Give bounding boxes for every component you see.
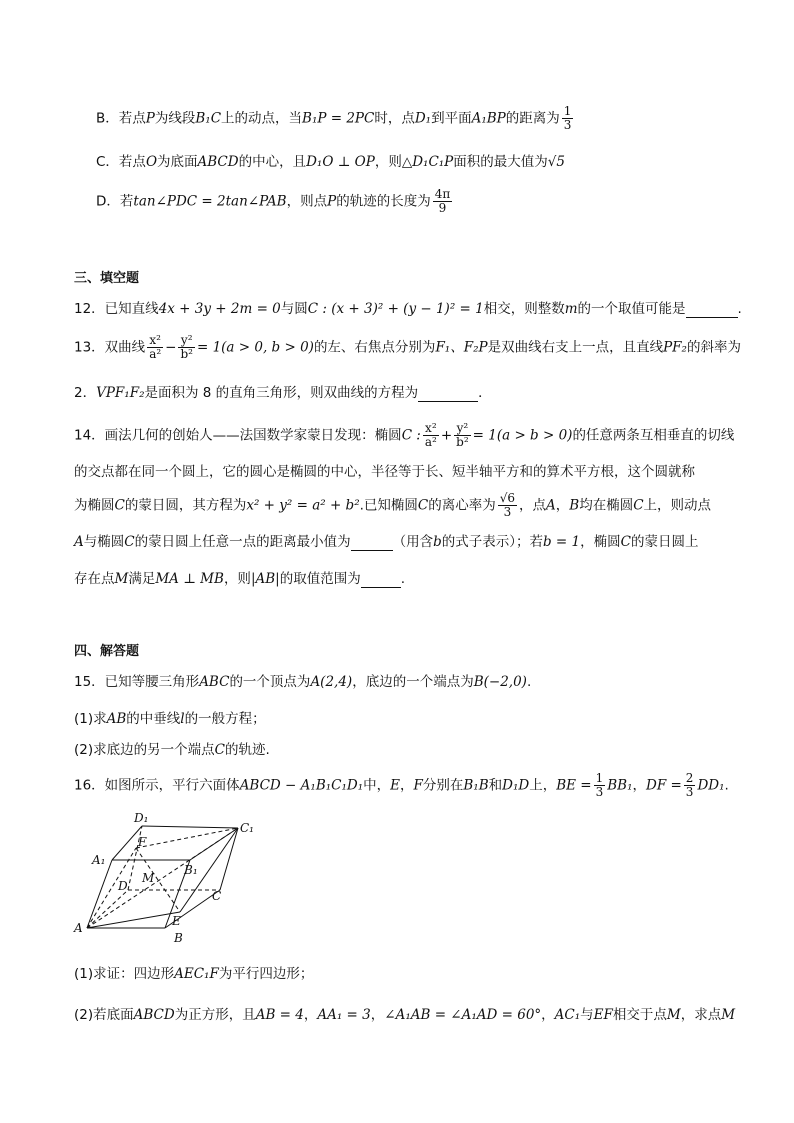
numerator: x²	[147, 334, 163, 348]
monge-circle-equation: x² + y² = a² + b²	[246, 497, 360, 514]
text: 的轨迹的长度为	[336, 193, 431, 210]
text: 面积的最大值为	[453, 154, 548, 170]
label-m: M	[142, 871, 155, 885]
text: (1)求	[74, 711, 107, 727]
text: M	[721, 1007, 736, 1023]
denominator: 3	[503, 505, 512, 519]
label-b: B	[174, 931, 183, 945]
edge-cc1	[220, 828, 238, 890]
label-f: F	[138, 835, 147, 849]
numerator: 1	[563, 104, 572, 118]
text: C	[124, 534, 135, 550]
text: .	[400, 571, 406, 587]
denominator: 3	[595, 785, 604, 799]
numerator: x²	[423, 422, 439, 436]
text: AEC₁F	[174, 966, 219, 982]
numerator: y²	[454, 422, 471, 436]
text: 16．如图所示，平行六面体	[74, 777, 240, 794]
text: 时，点	[374, 110, 415, 127]
text: DD₁	[697, 777, 725, 794]
text: AB	[106, 711, 127, 727]
point-p: P	[327, 193, 337, 210]
question-14-line-1: 14．画法几何的创始人——法国数学家蒙日发现：椭圆C : $\frac{\text{x²}}{\text{a²}}$ + $\frac{\text{y²}}{\text{b²}}$ = 1(a > b > 0)的任意两条互相垂直的切线	[74, 421, 735, 449]
text: 到平面	[431, 110, 472, 127]
text: 与椭圆	[83, 534, 125, 550]
line-pf2: PF₂	[663, 339, 687, 356]
text: D₁D	[502, 777, 530, 794]
text: B	[569, 497, 580, 514]
text: C．若点	[96, 154, 146, 170]
text: 为平行四边形；	[218, 966, 314, 982]
text: 上，则动点	[643, 497, 712, 514]
text: 为线段	[154, 110, 196, 127]
text: AC₁	[554, 1007, 581, 1023]
text: 均在椭圆	[579, 497, 634, 514]
text: 与	[580, 1007, 594, 1023]
fraction-1-3	[562, 105, 574, 132]
text: 的一般方程；	[184, 711, 266, 727]
label-c1: C₁	[240, 821, 254, 835]
text: 相交于点	[612, 1007, 667, 1023]
text: DF =	[646, 777, 682, 794]
denominator: b²	[180, 347, 193, 361]
text: B₁B	[463, 777, 489, 794]
text: 存在点	[74, 571, 115, 587]
text: M	[666, 1007, 681, 1023]
text: BE =	[556, 777, 592, 794]
var-m: m	[564, 301, 578, 317]
text: 中，	[363, 777, 391, 794]
text: ABC	[199, 674, 230, 690]
text: ，	[370, 1007, 385, 1023]
equation-tail: = 1(a > b > 0)	[472, 427, 573, 444]
option-c	[96, 150, 746, 170]
text: 上的动点，当	[221, 110, 303, 127]
text: 的斜率为	[686, 339, 741, 356]
point-o: O	[145, 154, 158, 170]
question-16	[74, 771, 729, 799]
text: ABCD − A₁B₁C₁D₁	[239, 777, 364, 794]
denominator: a²	[149, 347, 162, 361]
text: AB = 4	[255, 1007, 304, 1023]
segment-b1c: B₁C	[195, 110, 222, 127]
text: ，则	[223, 571, 251, 587]
text: b	[433, 534, 442, 550]
option-b-text: B．若点	[96, 110, 146, 127]
triangle: VPF₁F₂	[96, 385, 145, 401]
text: （用含	[392, 534, 434, 550]
text: (2)求底边的另一个端点	[74, 742, 215, 758]
text: 的任意两条互相垂直的切线	[572, 427, 735, 444]
text: 的中垂线	[126, 711, 181, 727]
question-16-part-2	[74, 1003, 736, 1023]
text: 的蒙日圆，其方程为	[124, 497, 247, 514]
parallelepiped-figure	[70, 808, 270, 948]
equation-tail: = 1(a > 0, b > 0)	[196, 339, 314, 356]
answer-blank	[686, 301, 738, 318]
point-p: P	[478, 339, 488, 356]
foci: F₁、F₂	[435, 339, 479, 356]
base: ABCD	[197, 154, 239, 170]
text: 的一个顶点为	[229, 674, 311, 690]
numerator: 1	[595, 771, 604, 785]
text: ，求点	[680, 1007, 722, 1023]
text: F	[413, 777, 423, 794]
text: 的中心，且	[238, 154, 307, 170]
text: C	[417, 497, 429, 514]
label-e: E	[172, 914, 181, 928]
numerator: √6	[499, 491, 516, 505]
text: .	[724, 777, 729, 794]
section-4-heading: 四、解答题	[74, 644, 140, 659]
text: .	[526, 674, 532, 690]
text: 为正方形，且	[174, 1007, 256, 1023]
text: E	[390, 777, 400, 794]
question-13-line-2	[74, 381, 724, 402]
text: M	[114, 571, 129, 587]
text: 的左、右焦点分别为	[313, 339, 436, 356]
text: ，	[400, 777, 414, 794]
question-14-line-3	[74, 492, 724, 519]
line-equation: 4x + 3y + 2m = 0	[158, 301, 281, 317]
text: 的取值范围为	[279, 571, 361, 587]
text: BB₁	[607, 777, 633, 794]
section-3-heading: 三、填空题	[74, 271, 140, 286]
ellipse-name: C :	[401, 427, 421, 444]
condition: tan∠PDC = 2tan∠PAB	[133, 193, 287, 210]
text: 是面积为 8 的直角三角形，则双曲线的方程为	[144, 385, 419, 401]
option-d	[96, 188, 746, 215]
text: (2)若底面	[74, 1007, 134, 1023]
triangle: △D₁C₁P	[401, 154, 454, 170]
plane: A₁BP	[471, 110, 506, 127]
denominator: b²	[456, 435, 469, 449]
fraction-x2-a2	[147, 334, 163, 361]
fraction-x2-a2	[423, 422, 439, 449]
text: ∠A₁AB = ∠A₁AD = 60°	[384, 1007, 542, 1023]
numerator: y²	[178, 334, 195, 348]
denominator: a²	[424, 435, 437, 449]
text: 的离心率为	[428, 497, 496, 514]
fraction-2-3	[684, 772, 696, 799]
text: (1)求证：四边形	[74, 966, 175, 982]
circle-equation: C : (x + 3)² + (y − 1)² = 1	[307, 301, 484, 317]
text: A(2,4)	[310, 674, 353, 690]
text: 的距离为	[505, 110, 560, 127]
point-d1: D₁	[414, 110, 432, 127]
text: AA₁ = 3	[317, 1007, 371, 1023]
text: |AB|	[250, 571, 280, 587]
text: ，则点	[286, 193, 328, 210]
text: ABCD	[133, 1007, 175, 1023]
text: b = 1	[543, 534, 581, 550]
text: 2．	[74, 385, 97, 401]
question-14-line-5	[74, 567, 724, 588]
text: 分别在	[422, 777, 464, 794]
text: D．若	[96, 193, 134, 210]
fraction-1-3	[594, 772, 606, 799]
text: 13．双曲线	[74, 339, 146, 356]
text: A	[74, 534, 84, 550]
text: 的蒙日圆上	[630, 534, 699, 550]
text: C	[114, 497, 125, 514]
question-15-part-1	[74, 707, 724, 727]
text: ，底边的一个端点为	[352, 674, 474, 690]
text: ，	[303, 1007, 318, 1023]
point-p: P	[145, 110, 155, 127]
answer-blank	[418, 385, 478, 402]
label-d1: D₁	[134, 811, 149, 825]
question-14-line-2: 的交点都在同一个圆上，它的圆心是椭圆的中心，半径等于长、短半轴平方和的算术平方根，这个圆就称	[74, 464, 695, 480]
question-13-line-1: 13．双曲线 $\frac{\text{x²}}{\text{a²}}$ − $\frac{\text{y²}}{\text{b²}}$ = 1(a > 0, b > 0)的左、右焦点分别为F₁、F₂P是双曲线右支上一点，且直线PF₂的斜率为	[74, 333, 741, 361]
text: 和	[488, 777, 503, 794]
question-15	[74, 670, 724, 690]
text: ，椭圆	[580, 534, 621, 550]
denominator: 3	[563, 118, 572, 132]
text: EF	[593, 1007, 613, 1023]
text: 上，	[529, 777, 557, 794]
text: 满足	[128, 571, 156, 587]
text: B(−2,0)	[473, 674, 527, 690]
text: ，则	[374, 154, 402, 170]
text: 相交，则整数	[483, 301, 565, 317]
text: ，点	[519, 497, 547, 514]
text: 14．画法几何的创始人——法国数学家蒙日发现：椭圆	[74, 427, 402, 444]
text: 为椭圆	[74, 497, 115, 514]
text: C	[620, 534, 631, 550]
text: C	[633, 497, 644, 514]
label-b1: B₁	[184, 863, 198, 877]
edge-d1c1	[142, 826, 238, 828]
fraction-y2-b2	[178, 334, 195, 361]
text: l	[180, 711, 185, 727]
answer-blank	[361, 571, 401, 588]
text: 是双曲线右支上一点，且直线	[487, 339, 664, 356]
label-a: A	[74, 921, 83, 935]
question-16-part-1	[74, 962, 724, 982]
denominator: 3	[685, 785, 694, 799]
eccentricity-fraction	[498, 492, 517, 519]
perpendicular: D₁O ⊥ OP	[306, 154, 375, 170]
fraction-4pi-9	[433, 188, 453, 215]
numerator: 4π	[434, 187, 451, 201]
text: C	[214, 742, 225, 758]
answer-blank	[351, 534, 393, 551]
text: 的式子表示）；若	[441, 534, 543, 550]
question-14-line-4	[74, 530, 724, 551]
text: 为底面	[157, 154, 198, 170]
option-b	[96, 105, 746, 132]
label-a1: A₁	[92, 853, 106, 867]
text: ，	[541, 1007, 555, 1023]
question-15-part-2	[74, 738, 724, 758]
label-d: D	[118, 879, 128, 893]
text: 与圆	[280, 301, 308, 317]
text: 的一个取值可能是	[577, 301, 686, 317]
question-12	[74, 297, 742, 318]
text: ．	[478, 385, 492, 401]
text: 的轨迹.	[224, 742, 270, 758]
edge-aa1	[87, 860, 112, 928]
text: ，	[555, 497, 570, 514]
text: 的蒙日圆上任意一点的距离最小值为	[134, 534, 351, 550]
value: √5	[547, 154, 565, 170]
label-c: C	[212, 889, 222, 903]
fraction-y2-b2	[454, 422, 471, 449]
denominator: 9	[438, 201, 447, 215]
text: 15．已知等腰三角形	[74, 674, 200, 690]
text: ，	[632, 777, 646, 794]
text: MA ⊥ MB	[155, 571, 224, 587]
text: A	[546, 497, 556, 514]
condition: B₁P = 2PC	[302, 110, 375, 127]
text: .	[737, 301, 742, 317]
text: .已知椭圆	[359, 497, 418, 514]
text: 12．已知直线	[74, 301, 159, 317]
numerator: 2	[685, 771, 694, 785]
